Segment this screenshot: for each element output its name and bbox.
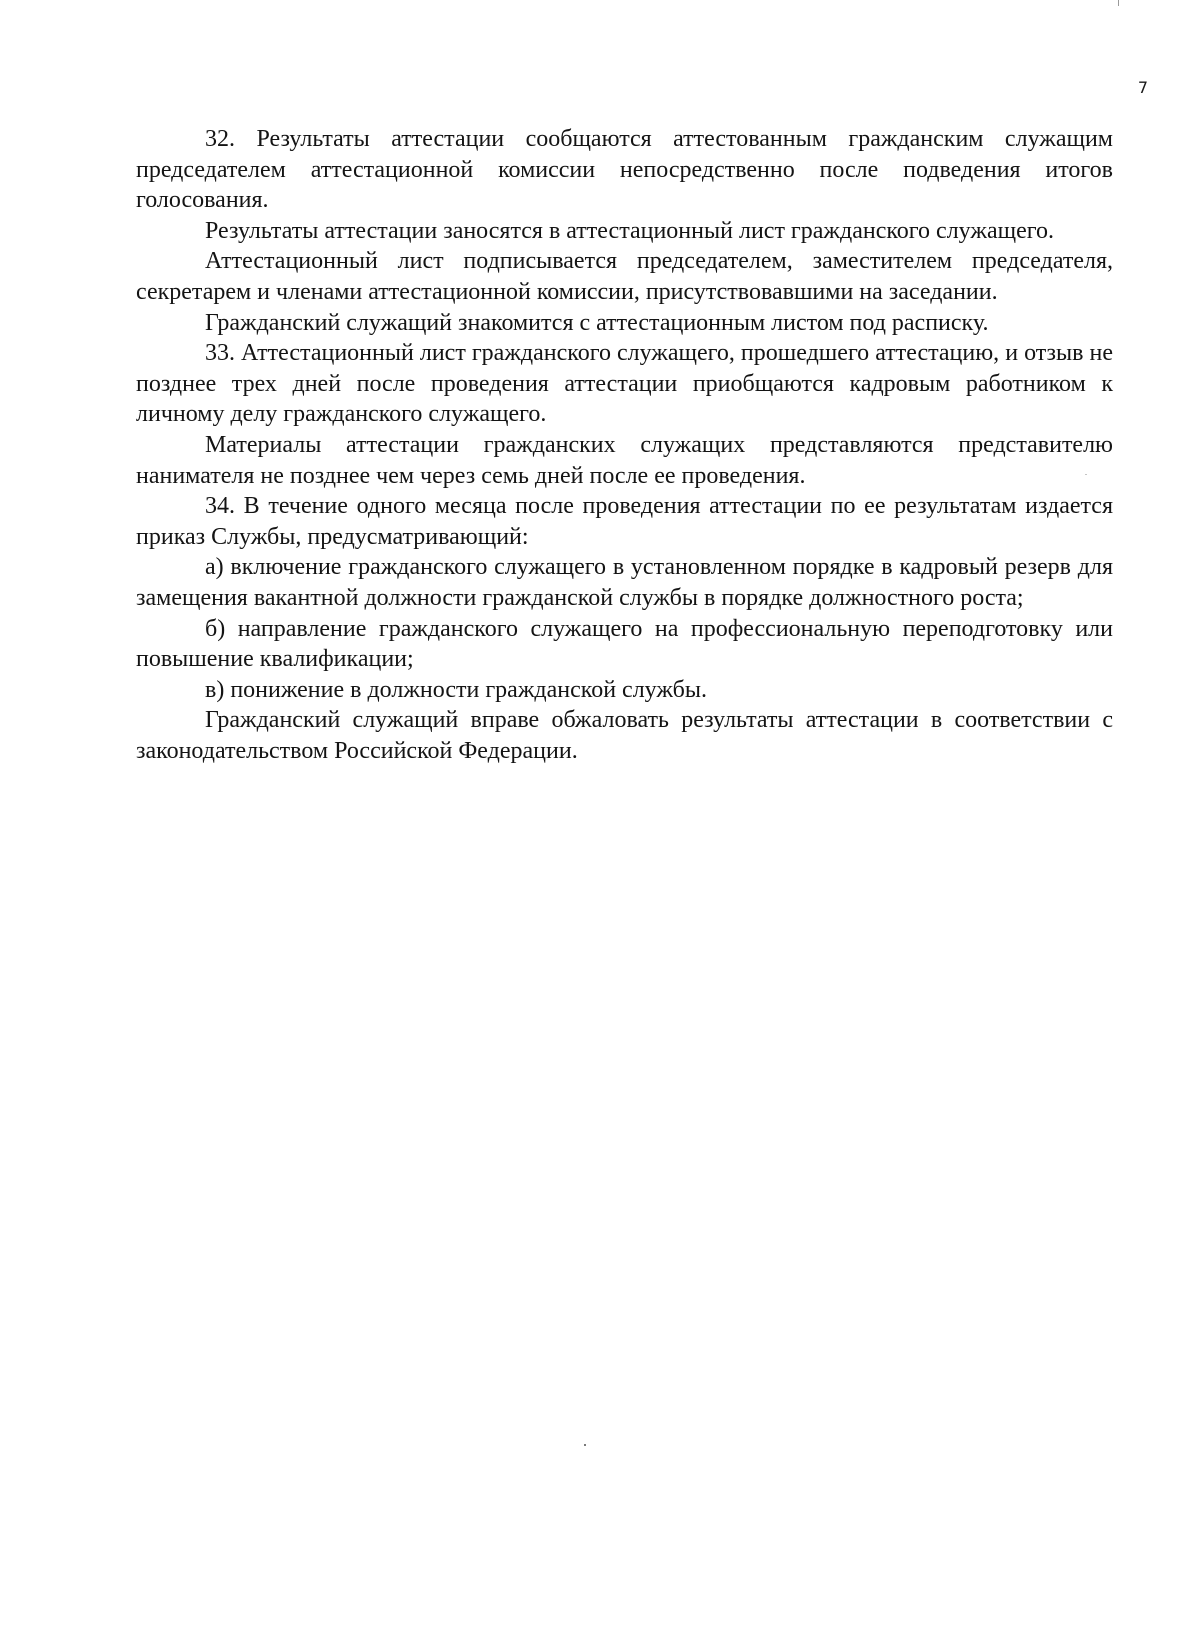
paragraph-results-recorded: Результаты аттестации заносятся в аттестационный лист гражданского служащего. — [205, 217, 1054, 244]
document-body — [136, 124, 1113, 766]
scan-artifact — [1118, 0, 1119, 6]
paragraph-sheet-signed: Аттестационный лист подписывается председателем, заместителем председателя, секретарем и членами аттестационной комиссии, присутствовавшими на заседании. — [136, 248, 1113, 305]
paragraph-materials-submitted: Материалы аттестации гражданских служащих представляются представителю нанимателя не позднее чем через семь дней после ее проведения. — [136, 431, 1113, 489]
paragraph-acknowledgement: Гражданский служащий знакомится с аттестационным листом под расписку. — [205, 309, 989, 336]
scan-artifact — [584, 1444, 586, 1446]
paragraph-33-personal-file: 33. Аттестационный лист гражданского служащего, прошедшего аттестацию, и отзыв не позднее трех дней после проведения аттестации приобщаются кадровым работником к личному делу гражданского служащего. — [136, 340, 1113, 428]
paragraph-32-results-announced: 32. Результаты аттестации сообщаются аттестованным гражданским служащим председателем аттестационной комиссии непосредственно после подведения итогов голосования. — [136, 126, 1113, 214]
list-item-c-demotion: в) понижение в должности гражданской службы. — [205, 676, 707, 703]
paragraph-right-to-appeal: Гражданский служащий вправе обжаловать результаты аттестации в соответствии с законодательством Российской Федерации. — [136, 707, 1113, 764]
page-number: 7 — [1137, 78, 1148, 97]
list-item-b-retraining: б) направление гражданского служащего на профессиональную переподготовку или повышение квалификации; — [136, 615, 1113, 673]
list-item-a-personnel-reserve: а) включение гражданского служащего в установленном порядке в кадровый резерв для замещения вакантной должности гражданской службы в порядке должностного роста; — [136, 554, 1113, 611]
paragraph-34-order-issued: 34. В течение одного месяца после проведения аттестации по ее результатам издается приказ Службы, предусматривающий: — [136, 493, 1113, 550]
